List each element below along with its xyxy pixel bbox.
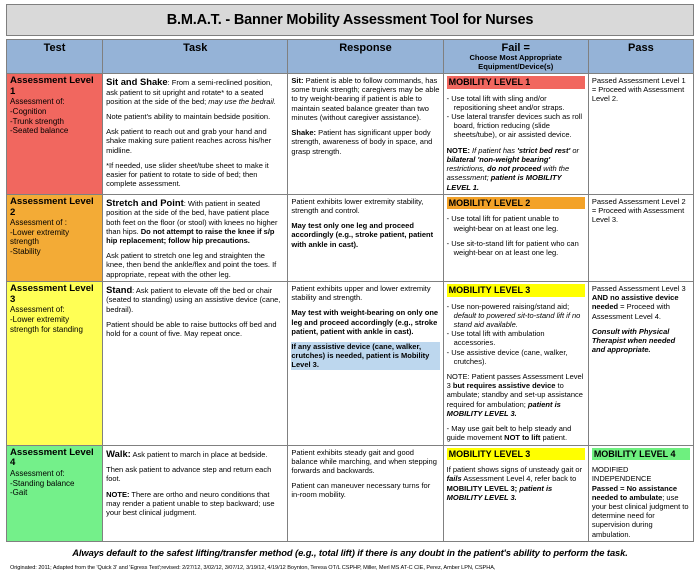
table-row <box>7 445 694 541</box>
fail-cell-level2 <box>443 194 588 281</box>
pass-text-bold: AND no assistive device needed <box>591 293 679 312</box>
list-item-text-italic: default to powered sit-to-stand lift if no stand aid available. <box>453 310 581 329</box>
column-header-fail <box>443 40 588 74</box>
assessment-level-label: Assessment Level 4 <box>10 446 94 469</box>
task-cell-level2 <box>103 194 288 281</box>
pass-text: Passed Assessment Level 1 = Proceed with Assessment Level 2. <box>591 76 686 104</box>
fail-text-bold: fails <box>446 474 462 484</box>
test-cell-level2 <box>7 194 103 281</box>
task-text-italic: may use the bedrail. <box>206 96 276 106</box>
test-cell-level4 <box>7 445 103 541</box>
pass-text-part: ; use your best clinical judgment to determine need for supervision during ambulation. <box>591 492 689 539</box>
task-cell-level3 <box>103 281 288 445</box>
response-text: Patient is able to follow commands, has some trunk strength; caregivers may be able to try weight-bearing if patient is able to maintain seated balance greater than two minutes (without caregiver assistance). <box>291 76 440 122</box>
fail-header-main: Fail = <box>501 42 530 54</box>
assessment-item: -Lower extremity strength <box>10 227 70 247</box>
response-label-sit: Sit: <box>291 76 304 85</box>
list-item: - Use total lift for patient unable to weight-bear on at least one leg. <box>446 214 559 233</box>
mobility-level-banner: MOBILITY LEVEL 4 <box>592 448 690 461</box>
table-row <box>7 281 694 445</box>
task-text: : From a semi-reclined position, ask patient to sit upright and rotate* to a seated position at the side of the bed; <box>106 78 273 106</box>
task-heading: Sit and Shake <box>106 76 168 87</box>
assessment-level-label: Assessment Level 3 <box>10 282 94 305</box>
assessment-of-label: Assessment of : <box>10 218 67 228</box>
mobility-level-banner: MOBILITY LEVEL 3 <box>447 284 585 297</box>
list-item: - Use lateral transfer devices such as roll board, friction reducing (slide sheets/tube), or air assisted device. <box>446 112 583 140</box>
pass-consult-note: Consult with Physical Therapist when needed and appropriate. <box>591 326 676 355</box>
list-item: - Use sit-to-stand lift for patient who can weight-bear on at least one leg. <box>446 238 579 258</box>
assessment-level-label: Assessment Level 1 <box>10 75 94 97</box>
note-text-bold: but requires assistive device <box>452 381 556 391</box>
note-text-bold: patient is MOBILITY LEVEL 3. <box>446 399 561 418</box>
table-row <box>7 194 694 281</box>
fail-header-sub-line1: Choose Most Appropriate <box>469 53 562 62</box>
fail-last-bullet <box>447 424 585 442</box>
note-text-bold: 'strict bed rest' <box>517 145 571 155</box>
response-text: Patient exhibits steady gait and good balance while marching, and when stepping forwards and backwards. <box>291 447 437 475</box>
note-text: patient. <box>540 433 568 443</box>
list-item-text: - Use non-powered raising/stand aid; <box>446 301 570 311</box>
response-text: Patient exhibits lower extremity stability, strength and control. <box>291 196 424 216</box>
note-text-bold: NOT to lift <box>504 433 541 443</box>
pass-cell-level4 <box>588 445 693 541</box>
task-text: : With patient in seated position at the side of the bed, have patient place both feet on the floor (or stool) with knees no higher than hips. <box>106 198 278 236</box>
task-text: Note patient's ability to maintain bedside position. <box>106 112 271 121</box>
response-cell-level4 <box>288 445 443 541</box>
list-item: - Use total lift with ambulation accessories. <box>446 329 545 348</box>
task-heading: Stand <box>106 283 133 295</box>
list-item: - Use assistive device (cane, walker, crutches). <box>446 347 568 366</box>
pass-modified-line2: INDEPENDENCE <box>591 474 652 484</box>
equipment-list <box>447 302 585 367</box>
response-cell-level1 <box>288 74 443 195</box>
note-text-bold: do not proceed <box>487 164 542 174</box>
task-note <box>106 490 284 518</box>
assessment-item: -Trunk strength <box>10 116 64 126</box>
pass-text-bold: Passed = No assistance needed to ambulate <box>591 483 678 502</box>
fail-text-bold: MOBILITY LEVEL 3; <box>446 483 518 493</box>
pass-text: Passed Assessment Level 2 = Proceed with Assessment Level 3. <box>591 196 686 225</box>
fail-note <box>447 146 585 192</box>
pass-text-part: = Proceed with Assessment Level 4. <box>591 302 670 321</box>
response-label-shake: Shake: <box>291 128 316 138</box>
note-text-bold: bilateral 'non-weight bearing' <box>446 154 551 164</box>
bmat-table <box>6 39 694 542</box>
fail-cell-level3 <box>443 281 588 445</box>
page-title: B.M.A.T. - Banner Mobility Assessment Tool for Nurses <box>166 12 534 28</box>
equipment-list <box>447 239 585 257</box>
note-text: NOTE: Patient passes Assessment Level 3 <box>446 372 584 391</box>
fail-text <box>447 465 585 502</box>
list-item <box>447 302 585 330</box>
task-text: Ask patient to stretch one leg and straighten the knee, then bend the ankle/flex and point the toes. If appropriate, repeat with the other leg. <box>106 251 277 279</box>
note-label: NOTE: <box>446 145 470 155</box>
task-text: *If needed, use slider sheet/tube sheet to make it easier for patient to rotate to side of bed; then complete assessment. <box>106 160 269 189</box>
response-text-bold: May test with weight-bearing on only one leg and proceed accordingly (e.g., stroke patient, patient with ankle in cast). <box>291 308 439 336</box>
equipment-list <box>447 94 585 140</box>
note-text: or <box>570 145 580 155</box>
assessment-item: -Cognition <box>10 107 47 117</box>
assessment-item: -Gait <box>10 488 28 498</box>
task-text: : Ask patient to elevate off the bed or chair (seated to standing) using an assistive device (cane, bedrail). <box>106 285 281 314</box>
fail-text-part: Assessment Level 4, refer back to <box>461 474 577 484</box>
task-text: Ask patient to reach out and grab your hand and shake making sure patient reaches across his/her midline. <box>106 127 272 155</box>
mobility-level-banner: MOBILITY LEVEL 1 <box>447 76 585 89</box>
list-item: - Use total lift with sling and/or repositioning sheet and/or straps. <box>446 93 565 112</box>
table-row <box>7 74 694 195</box>
response-cell-level2 <box>288 194 443 281</box>
note-text: restrictions, <box>446 164 488 174</box>
column-header-test: Test <box>7 40 103 74</box>
fail-note <box>447 372 585 418</box>
fail-cell-level4 <box>443 445 588 541</box>
task-heading: Stretch and Point <box>106 196 184 208</box>
pass-text <box>592 284 690 321</box>
task-text: Ask patient to march in place at bedside. <box>130 449 268 459</box>
note-text: If patient has <box>469 145 518 155</box>
note-text: There are ortho and neuro conditions that may render a patient unable to step backward; use your best clinical judgment. <box>106 489 275 517</box>
assessment-item: -Standing balance <box>10 478 75 488</box>
assessment-level-label: Assessment Level 2 <box>10 195 94 218</box>
note-text: - May use gait belt to help steady and guide movement <box>446 424 572 443</box>
fail-header-sub-line2: Equipment/Device(s) <box>478 61 554 71</box>
task-text-bold: Do not attempt to raise the knee if s/p hip replacement; follow hip precautions. <box>106 226 275 246</box>
assessment-of-label: Assessment of: <box>10 97 65 107</box>
task-heading: Walk: <box>106 447 131 459</box>
task-text: Patient should be able to raise buttocks off bed and hold for a count of five. May repeat once. <box>106 319 277 339</box>
response-cell-level3 <box>288 281 443 445</box>
response-text-bold: May test only one leg and proceed accordingly (e.g., stroke patient, patient with ankle in cast). <box>291 221 434 249</box>
note-text: with the assessment; <box>446 164 570 183</box>
assessment-item: -Seated balance <box>10 126 69 136</box>
assessment-of-label: Assessment of: <box>10 305 65 315</box>
mobility-level-banner: MOBILITY LEVEL 2 <box>447 197 585 210</box>
task-cell-level1 <box>103 74 288 195</box>
assessment-item: -Lower extremity strength for standing <box>10 314 83 334</box>
fail-text-part: If patient shows signs of unsteady gait or <box>446 465 583 475</box>
table-header-row <box>7 40 694 74</box>
test-cell-level1 <box>7 74 103 195</box>
footer-safety-note: Always default to the safest lifting/transfer method (e.g., total lift) if there is any doubt in the patient's ability to perform the task. <box>72 546 628 558</box>
note-text-bold: patient is MOBILITY LEVEL 1. <box>446 173 562 192</box>
column-header-task: Task <box>103 40 288 74</box>
note-text: to ambulate; standby and set-up assistance required for ambulation; <box>446 381 583 409</box>
response-text: Patient exhibits upper and lower extremity stability and strength. <box>291 283 431 303</box>
pass-text-part: Passed Assessment Level 3 <box>591 283 686 293</box>
pass-modified-line1: MODIFIED <box>591 465 629 475</box>
equipment-list <box>447 214 585 232</box>
document-title-bar <box>6 4 694 36</box>
response-text: Patient can maneuver necessary turns for in-room mobility. <box>291 481 431 500</box>
test-cell-level3 <box>7 281 103 445</box>
pass-cell-level2 <box>588 194 693 281</box>
task-cell-level4 <box>103 445 288 541</box>
pass-cell-level1 <box>588 74 693 195</box>
pass-text <box>592 484 690 539</box>
assessment-item: -Stability <box>10 247 41 257</box>
task-text: Then ask patient to advance step and return each foot. <box>106 465 272 484</box>
column-header-pass: Pass <box>588 40 693 74</box>
origination-note: Originated: 2011; Adapted from the 'Quick 3' and 'Egress Test';revised: 2/27/12, 3/02/12, 3/07/12, 3/19/12, 4/19/12 Boynton, Teresa OT/L CSPHP, Miller, Merl MS AT-C CIE, Perez, Amber LPN, CSPHA, <box>10 564 496 571</box>
note-label: NOTE: <box>106 489 130 499</box>
fail-cell-level1 <box>443 74 588 195</box>
fail-text-italic: patient is MOBILITY LEVEL 3. <box>446 483 553 502</box>
mobility-level-banner: MOBILITY LEVEL 3 <box>447 448 585 461</box>
column-header-response: Response <box>288 40 443 74</box>
response-text: Patient has significant upper body strength, awareness of body in space, and grasp strength. <box>291 128 433 156</box>
response-text-highlighted: If any assistive device (cane, walker, crutches) is needed, patient is Mobility Level 3. <box>291 342 439 370</box>
assessment-of-label: Assessment of: <box>10 469 65 479</box>
pass-cell-level3 <box>588 281 693 445</box>
